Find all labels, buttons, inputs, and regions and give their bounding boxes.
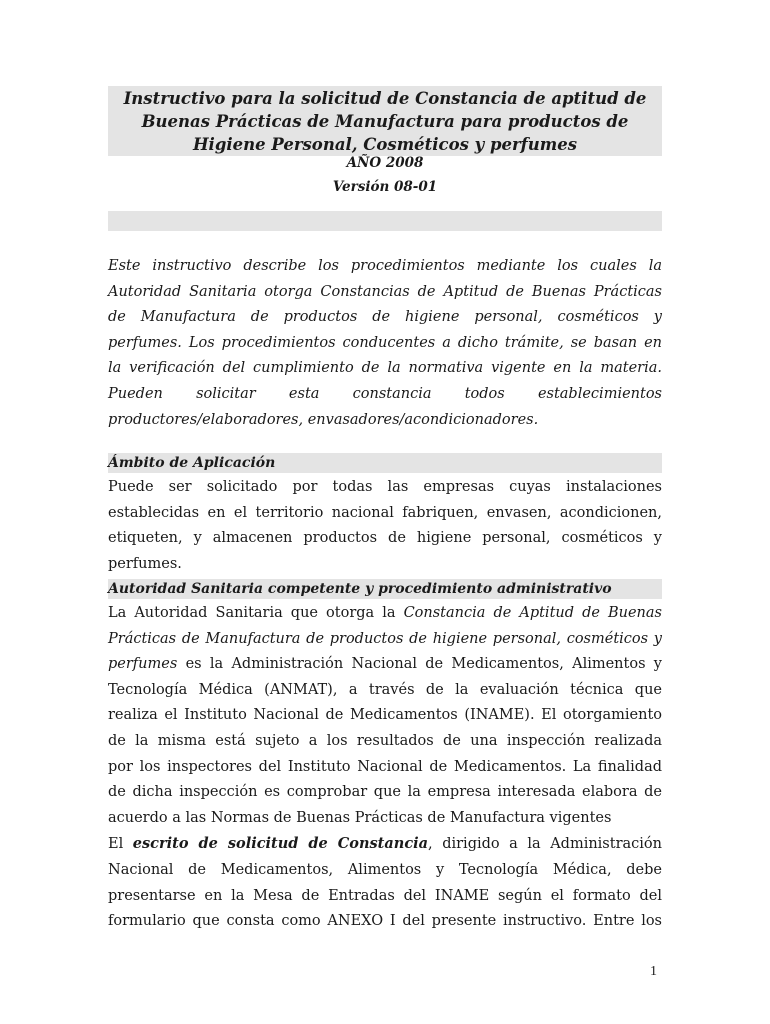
page-number: 1 <box>650 964 657 979</box>
text-run: La Autoridad Sanitaria que otorga la <box>108 605 404 621</box>
text-line: Prácticas de Manufactura de productos de higiene personal, cosméticos y <box>108 630 662 647</box>
text-run-italic: perfumes <box>108 656 178 673</box>
text-line: de dicha inspección es comprobar que la empresa interesada elabora de <box>108 784 662 801</box>
year-label: AÑO 2008 <box>346 155 424 171</box>
text-run-bold-italic: escrito de solicitud de Constancia <box>132 835 429 853</box>
text-line: productores/elaboradores, envasadores/acondicionadores. <box>108 411 539 428</box>
title-line: Instructivo para la solicitud de Constancia de aptitud de <box>123 89 647 108</box>
text-line: etiqueten, y almacenen productos de higiene personal, cosméticos y <box>108 530 662 547</box>
text-line <box>108 601 662 627</box>
text-run: El <box>108 836 133 853</box>
text-line: la verificación del cumplimiento de la normativa vigente en la materia. <box>108 360 662 377</box>
text-line: acuerdo a las Normas de Buenas Prácticas de Manufactura vigentes <box>108 809 612 826</box>
section-paragraph-ambito <box>108 475 662 577</box>
text-run: , dirigido a la Administración <box>428 836 662 853</box>
text-line: formulario que consta como ANEXO I del presente instructivo. Entre los <box>108 913 662 930</box>
section-heading-autoridad: Autoridad Sanitaria competente y procedimiento administrativo <box>108 579 662 599</box>
text-line: Tecnología Médica (ANMAT), a través de la evaluación técnica que <box>108 681 662 698</box>
version-label: Versión 08-01 <box>332 179 438 195</box>
separator-bar <box>108 211 662 231</box>
text-line: de la misma está sujeto a los resultados de una inspección realizada <box>108 732 662 749</box>
text-line: presentarse en la Mesa de Entradas del INAME según el formato del <box>108 887 662 904</box>
text-line: perfumes. <box>108 555 182 572</box>
section-heading-ambito: Ámbito de Aplicación <box>108 453 662 473</box>
text-run: es la Administración Nacional de Medicamentos, Alimentos y <box>177 656 662 673</box>
text-line: Puede ser solicitado por todas las empresas cuyas instalaciones <box>108 479 662 495</box>
text-run-italic: Constancia de Aptitud de Buenas <box>403 605 662 621</box>
text-line: establecidas en el territorio nacional fabriquen, envasen, acondicionen, <box>108 504 662 521</box>
intro-paragraph <box>108 254 662 433</box>
text-line <box>108 652 662 678</box>
text-line: realiza el Instituto Nacional de Medicamentos (INAME). El otorgamiento <box>108 707 662 724</box>
text-line: Autoridad Sanitaria otorga Constancias de Aptitud de Buenas Prácticas <box>108 283 662 300</box>
text-line: perfumes. Los procedimientos conducentes a dicho trámite, se basan en <box>108 334 662 351</box>
text-line: Este instructivo describe los procedimientos mediante los cuales la <box>108 258 662 274</box>
text-line: Nacional de Medicamentos, Alimentos y Tecnología Médica, debe <box>108 861 662 878</box>
title-line: Buenas Prácticas de Manufactura para productos de <box>141 112 629 131</box>
text-line: por los inspectores del Instituto Nacional de Medicamentos. La finalidad <box>108 758 662 775</box>
text-line: Pueden solicitar esta constancia todos establecimientos <box>108 385 662 402</box>
document-title <box>108 86 662 156</box>
title-line: Higiene Personal, Cosméticos y perfumes <box>192 135 578 154</box>
section-paragraph-autoridad <box>108 601 662 935</box>
text-line: de Manufactura de productos de higiene personal, cosméticos y <box>108 309 662 326</box>
text-line <box>108 831 662 858</box>
